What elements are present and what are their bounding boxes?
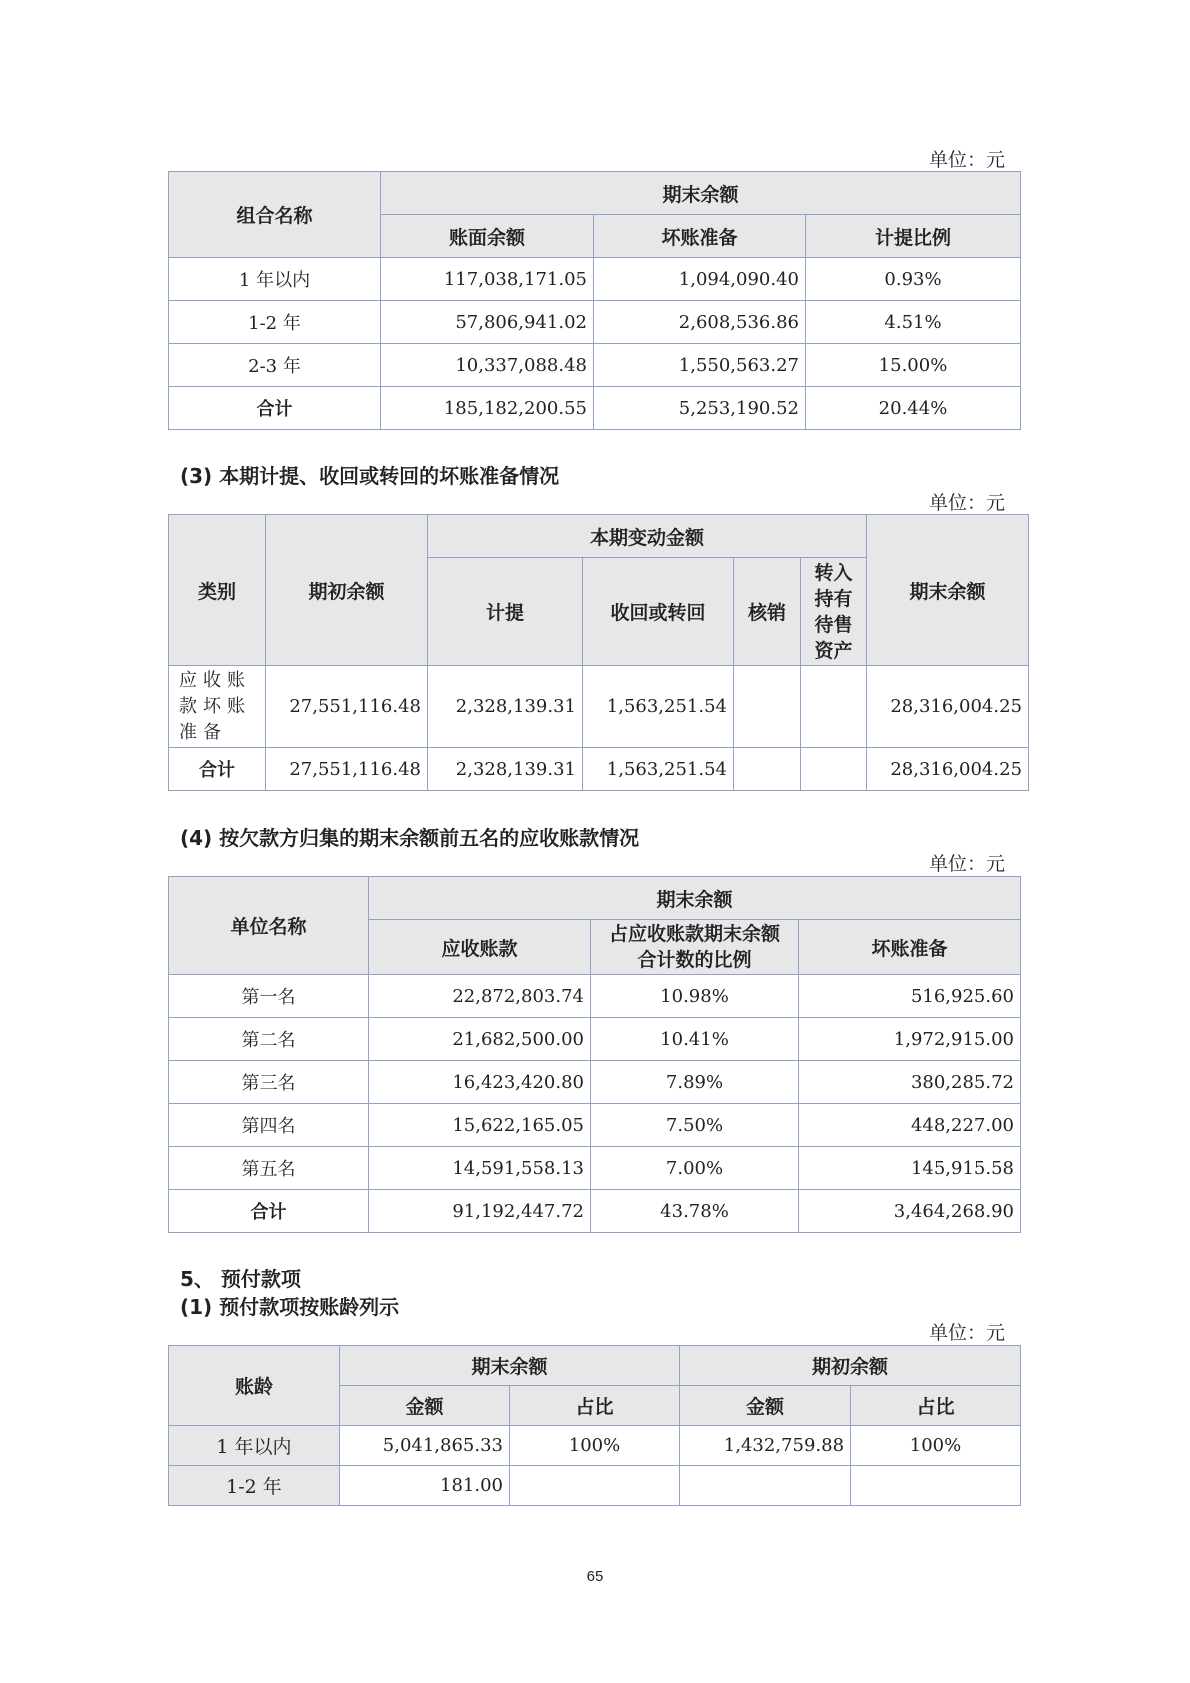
cell-value: 380,285.72 [799,1061,1021,1104]
col-ending-amount: 金额 [340,1386,510,1426]
table-row [169,1147,1021,1190]
cell-value: 448,227.00 [799,1104,1021,1147]
col-ending-ratio: 占比 [510,1386,680,1426]
cell-value [510,1466,680,1506]
top-five-receivables-table [168,876,1021,1233]
cell-value: 100% [510,1426,680,1466]
table-row [169,975,1021,1018]
cell-value: 91,192,447.72 [369,1190,591,1233]
table-row [169,258,1021,301]
section5-heading: 5、 预付款项 [180,1267,301,1291]
cell-value: 145,915.58 [799,1147,1021,1190]
cell-value: 10.41% [591,1018,799,1061]
section5-subheading: (1) 预付款项按账龄列示 [180,1295,400,1319]
table-row [169,1104,1021,1147]
cell-value [734,748,801,791]
col-book-balance: 账面余额 [381,215,594,258]
section3-heading: (3) 本期计提、收回或转回的坏账准备情况 [180,464,560,488]
row-label: 1 年以内 [169,1426,340,1466]
cell-value [851,1466,1021,1506]
cell-value: 5,041,865.33 [340,1426,510,1466]
cell-value: 2,328,139.31 [428,748,583,791]
table-row [169,1466,1021,1506]
cell-value: 1,972,915.00 [799,1018,1021,1061]
col-share-ratio: 占应收账款期末余额合计数的比例 [591,920,799,975]
row-label: 1-2 年 [169,301,381,344]
cell-value: 1,563,251.54 [583,666,734,748]
row-label: 合计 [169,387,381,430]
cell-value: 100% [851,1426,1021,1466]
cell-value: 117,038,171.05 [381,258,594,301]
cell-value: 22,872,803.74 [369,975,591,1018]
page-number: 65 [586,1568,604,1585]
cell-value: 1,432,759.88 [680,1426,851,1466]
table1-unit: 单位：元 [928,149,1005,171]
col-opening-amount: 金额 [680,1386,851,1426]
col-opening-ratio: 占比 [851,1386,1021,1426]
cell-value: 185,182,200.55 [381,387,594,430]
col-provision: 计提 [428,558,583,666]
col-category: 类别 [169,515,266,666]
col-ending-balance: 期末余额 [369,877,1021,920]
table-row [169,1426,1021,1466]
cell-value: 10,337,088.48 [381,344,594,387]
section3-unit: 单位：元 [928,492,1005,514]
row-label: 第四名 [169,1104,369,1147]
col-ending-balance: 期末余额 [340,1346,680,1386]
col-debtor-name: 单位名称 [169,877,369,975]
cell-value: 20.44% [806,387,1021,430]
row-label: 2-3 年 [169,344,381,387]
row-label: 应收账款坏账准备 [169,666,266,748]
cell-value [801,666,867,748]
row-label: 1 年以内 [169,258,381,301]
cell-value [680,1466,851,1506]
cell-value: 516,925.60 [799,975,1021,1018]
table-row-total [169,748,1029,791]
row-label: 合计 [169,748,266,791]
cell-value: 21,682,500.00 [369,1018,591,1061]
cell-value: 2,608,536.86 [594,301,806,344]
prepayments-aging-table [168,1345,1021,1506]
table-row-total [169,387,1021,430]
row-label: 第三名 [169,1061,369,1104]
col-change-amount: 本期变动金额 [428,515,867,558]
aging-group-table [168,171,1021,430]
cell-value: 14,591,558.13 [369,1147,591,1190]
cell-value: 5,253,190.52 [594,387,806,430]
col-group-name: 组合名称 [169,172,381,258]
section5-unit: 单位：元 [928,1322,1005,1344]
cell-value: 28,316,004.25 [867,666,1029,748]
col-receivable: 应收账款 [369,920,591,975]
col-ratio: 计提比例 [806,215,1021,258]
cell-value: 43.78% [591,1190,799,1233]
row-label: 第二名 [169,1018,369,1061]
cell-value: 1,563,251.54 [583,748,734,791]
row-label: 1-2 年 [169,1466,340,1506]
cell-value: 2,328,139.31 [428,666,583,748]
col-bad-debt: 坏账准备 [594,215,806,258]
cell-value: 57,806,941.02 [381,301,594,344]
cell-value: 1,094,090.40 [594,258,806,301]
section4-heading: (4) 按欠款方归集的期末余额前五名的应收账款情况 [180,826,640,850]
col-closing-balance: 期末余额 [867,515,1029,666]
row-label: 合计 [169,1190,369,1233]
col-opening-balance: 期初余额 [266,515,428,666]
table-row [169,666,1029,748]
row-label: 第五名 [169,1147,369,1190]
cell-value [801,748,867,791]
bad-debt-change-table [168,514,1029,791]
cell-value: 15.00% [806,344,1021,387]
cell-value: 4.51% [806,301,1021,344]
cell-value: 7.00% [591,1147,799,1190]
col-transfer-held-for-sale: 转入持有待售资产 [801,558,867,666]
cell-value: 27,551,116.48 [266,666,428,748]
col-ending-balance: 期末余额 [381,172,1021,215]
cell-value: 10.98% [591,975,799,1018]
cell-value: 7.89% [591,1061,799,1104]
section4-unit: 单位：元 [928,853,1005,875]
cell-value [734,666,801,748]
row-label: 第一名 [169,975,369,1018]
col-aging: 账龄 [169,1346,340,1426]
col-opening-balance: 期初余额 [680,1346,1021,1386]
cell-value: 28,316,004.25 [867,748,1029,791]
cell-value: 15,622,165.05 [369,1104,591,1147]
col-writeoff: 核销 [734,558,801,666]
col-recovered: 收回或转回 [583,558,734,666]
cell-value: 3,464,268.90 [799,1190,1021,1233]
cell-value: 16,423,420.80 [369,1061,591,1104]
cell-value: 181.00 [340,1466,510,1506]
cell-value: 7.50% [591,1104,799,1147]
cell-value: 1,550,563.27 [594,344,806,387]
table-row [169,1018,1021,1061]
table-row [169,344,1021,387]
table-row [169,1061,1021,1104]
cell-value: 0.93% [806,258,1021,301]
table-row [169,301,1021,344]
col-bad-debt: 坏账准备 [799,920,1021,975]
cell-value: 27,551,116.48 [266,748,428,791]
table-row-total [169,1190,1021,1233]
